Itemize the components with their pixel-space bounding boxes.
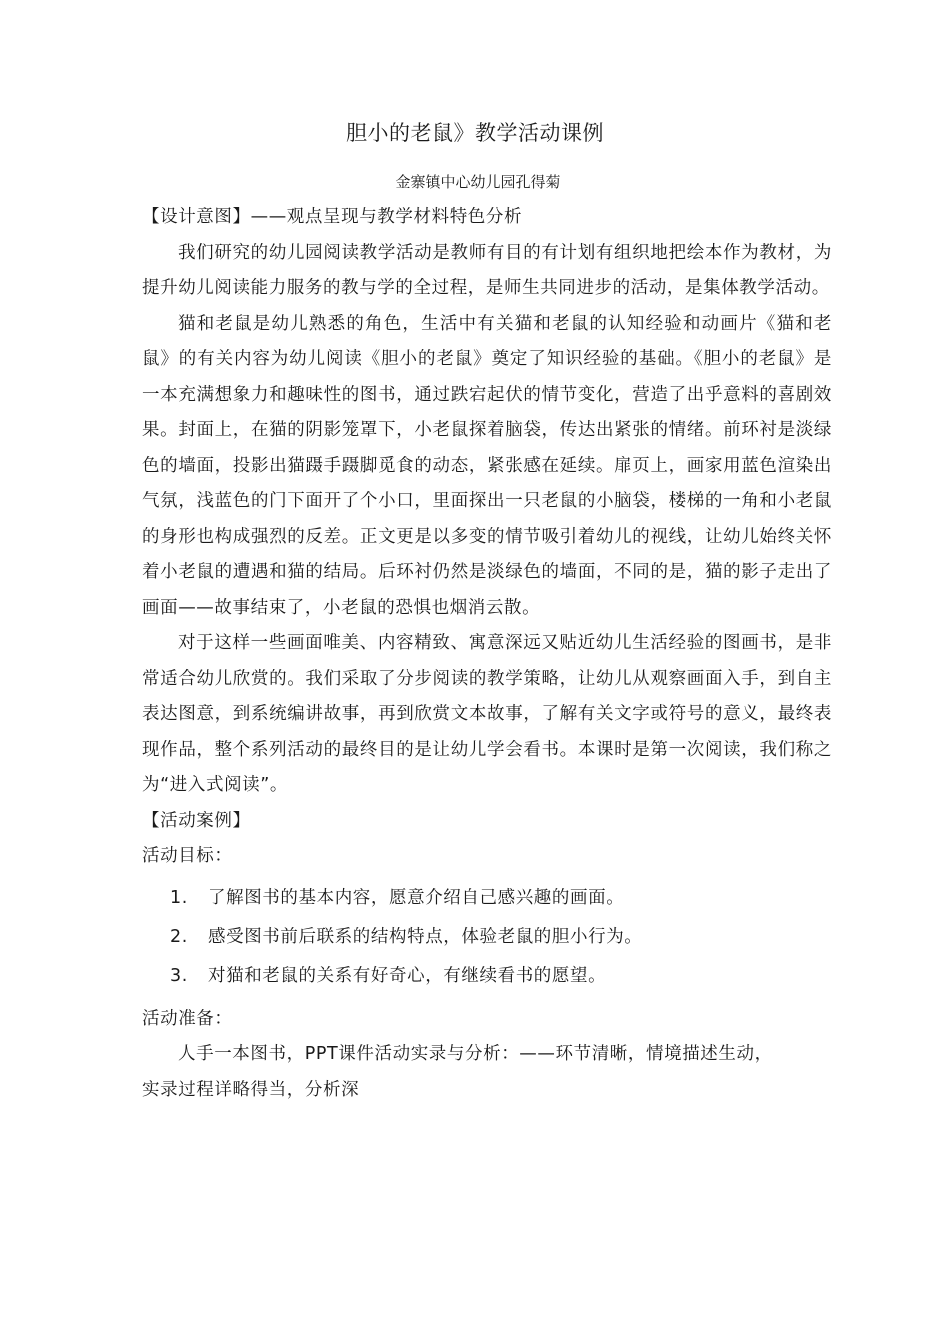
activity-goals-heading: 活动目标： — [142, 846, 233, 866]
goal-number: 2. — [170, 926, 188, 947]
goal-text: 了解图书的基本内容，愿意介绍自己感兴趣的画面。 — [208, 887, 625, 908]
goal-text: 对猫和老鼠的关系有好奇心，有继续看书的愿望。 — [208, 965, 607, 986]
list-item — [142, 957, 832, 996]
document-author: 金寨镇中心幼儿园孔得菊 — [395, 173, 561, 191]
list-item — [142, 879, 832, 918]
activity-goals-list — [142, 879, 832, 996]
document-body — [142, 200, 832, 1108]
paragraph-3: 对于这样一些画面唯美、内容精致、寓意深远又贴近幼儿生活经验的图画书，是非常适合幼儿欣赏的。我们采取了分步阅读的教学策略，让幼儿从观察画面入手，到自主表达图意，到系统编讲故事，再到欣赏文本故事，了解有关文字或符号的意义，最终表现作品，整个系列活动的最终目的是让幼儿学会看书。本课时是第一次阅读，我们称之为“进入式阅读”。 — [142, 633, 832, 795]
paragraph-2: 猫和老鼠是幼儿熟悉的角色，生活中有关猫和老鼠的认知经验和动画片《猫和老鼠》的有关内容为幼儿阅读《胆小的老鼠》奠定了知识经验的基础。《胆小的老鼠》是一本充满想象力和趣味性的图书，通过跌宕起伏的情节变化，营造了出乎意料的喜剧效果。封面上，在猫的阴影笼罩下，小老鼠探着脑袋，传达出紧张的情绪。前环衬是淡绿色的墙面，投影出猫蹑手蹑脚觅食的动态，紧张感在延续。扉页上，画家用蓝色渲染出气氛，浅蓝色的门下面开了个小口，里面探出一只老鼠的小脑袋，楼梯的一角和小老鼠的身形也构成强烈的反差。正文更是以多变的情节吸引着幼儿的视线，让幼儿始终关怀着小老鼠的遭遇和猫的结局。后环衬仍然是淡绿色的墙面，不同的是，猫的影子走出了画面——故事结束了，小老鼠的恐惧也烟消云散。 — [142, 313, 832, 618]
activity-case-heading: 【活动案例】 — [142, 810, 251, 831]
activity-prep-heading: 活动准备： — [142, 1008, 233, 1029]
list-item — [142, 918, 832, 957]
document-title: 胆小的老鼠》教学活动课例 — [346, 121, 604, 145]
design-intent-heading: 【设计意图】——观点呈现与教学材料特色分析 — [142, 207, 523, 227]
goal-number: 1. — [170, 887, 188, 908]
goal-number: 3. — [170, 965, 188, 986]
prep-line-2: 实录过程详略得当，分析深 — [142, 1079, 360, 1100]
paragraph-1: 我们研究的幼儿园阅读教学活动是教师有目的有计划有组织地把绘本作为教材，为提升幼儿阅读能力服务的教与学的全过程，是师生共同进步的活动，是集体教学活动。 — [142, 242, 832, 298]
goal-text: 感受图书前后联系的结构特点，体验老鼠的胆小行为。 — [208, 926, 643, 947]
prep-line-1: 人手一本图书，PPT课件活动实录与分析：——环节清晰，情境描述生动， — [178, 1044, 773, 1064]
